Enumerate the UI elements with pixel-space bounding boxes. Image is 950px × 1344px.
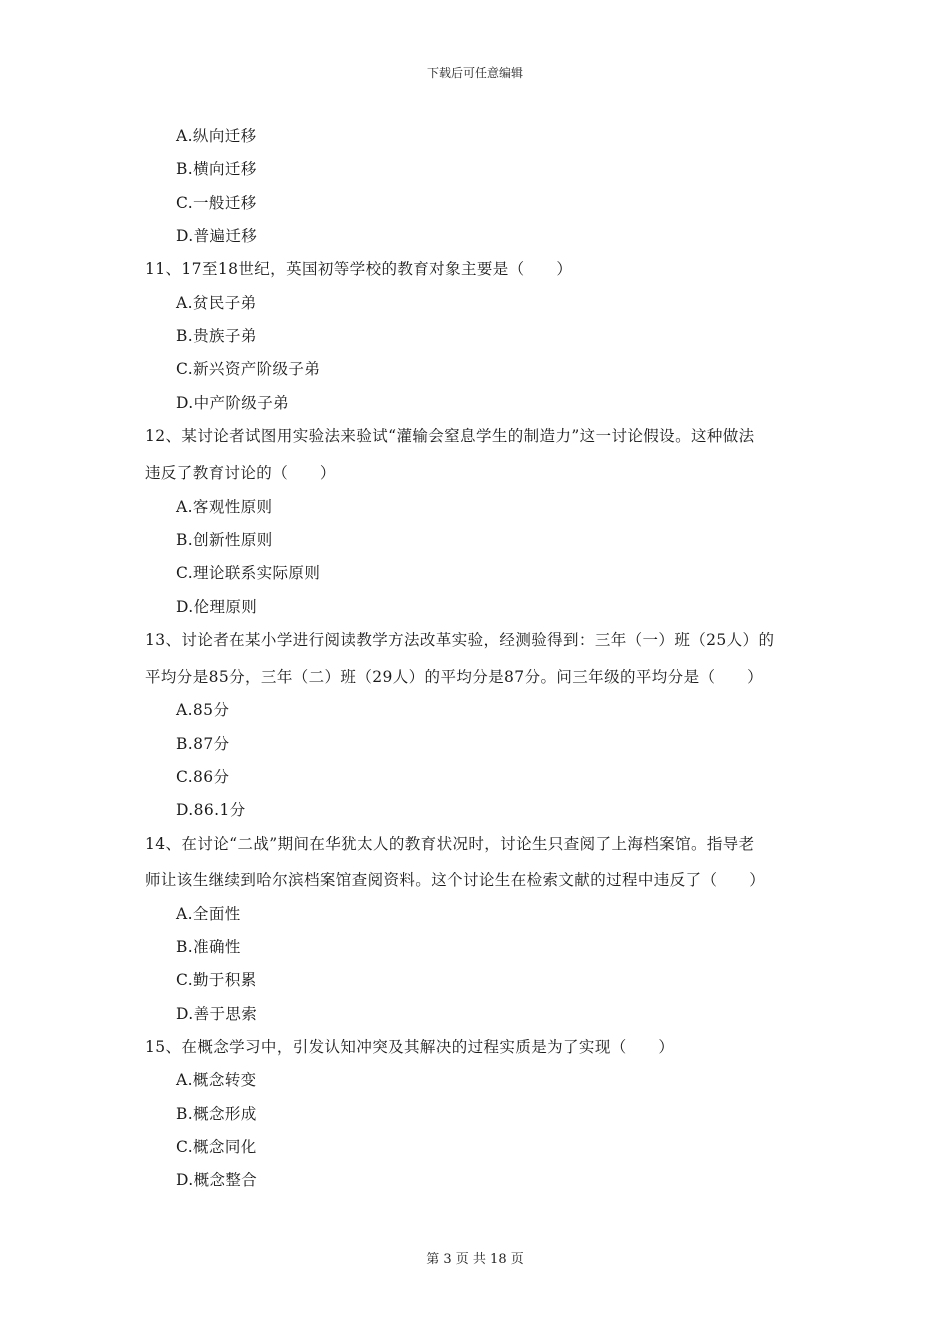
answer-option: A.贫民子弟 (176, 294, 257, 312)
answer-option: D.伦理原则 (176, 598, 258, 616)
answer-option: B.准确性 (176, 938, 241, 956)
answer-option: A.概念转变 (176, 1071, 257, 1089)
answer-option: C.86分 (176, 768, 230, 786)
answer-option: B.横向迁移 (176, 160, 257, 178)
answer-option: C.新兴资产阶级子弟 (176, 360, 321, 378)
answer-option: C.理论联系实际原则 (176, 564, 321, 582)
answer-option: A.客观性原则 (176, 498, 273, 516)
answer-option: B.概念形成 (176, 1105, 257, 1123)
answer-option: B.87分 (176, 735, 230, 753)
answer-option: C.概念同化 (176, 1138, 257, 1156)
question-text: 14、在讨论“二战”期间在华犹太人的教育状况时，讨论生只查阅了上海档案馆。指导老 (145, 835, 755, 853)
page-footer: 第 3 页 共 18 页 (426, 1252, 524, 1267)
answer-option: D.善于思索 (176, 1005, 258, 1023)
question-text: 11、17至18世纪，英国初等学校的教育对象主要是（ ） (145, 260, 573, 278)
answer-option: D.概念整合 (176, 1171, 258, 1189)
answer-option: A.85分 (176, 701, 230, 719)
question-text: 平均分是85分，三年（二）班（29人）的平均分是87分。问三年级的平均分是（ ） (145, 668, 764, 686)
question-text: 13、讨论者在某小学进行阅读教学方法改革实验，经测验得到：三年（一）班（25人）的 (145, 631, 775, 649)
answer-option: B.贵族子弟 (176, 327, 257, 345)
question-text: 师让该生继续到哈尔滨档案馆查阅资料。这个讨论生在检索文献的过程中违反了（ ） (145, 871, 766, 889)
answer-option: A.全面性 (176, 905, 241, 923)
answer-option: C.勤于积累 (176, 971, 257, 989)
answer-option: D.中产阶级子弟 (176, 394, 290, 412)
answer-option: D.86.1分 (176, 801, 246, 819)
answer-option: C.一般迁移 (176, 194, 257, 212)
question-text: 违反了教育讨论的（ ） (145, 464, 336, 482)
answer-option: A.纵向迁移 (176, 127, 257, 145)
question-text: 12、某讨论者试图用实验法来验试“灌输会窒息学生的制造力”这一讨论假设。这种做法 (145, 427, 755, 445)
answer-option: D.普遍迁移 (176, 227, 258, 245)
answer-option: B.创新性原则 (176, 531, 273, 549)
page-header: 下载后可任意编辑 (426, 66, 523, 80)
question-text: 15、在概念学习中，引发认知冲突及其解决的过程实质是为了实现（ ） (145, 1038, 675, 1056)
